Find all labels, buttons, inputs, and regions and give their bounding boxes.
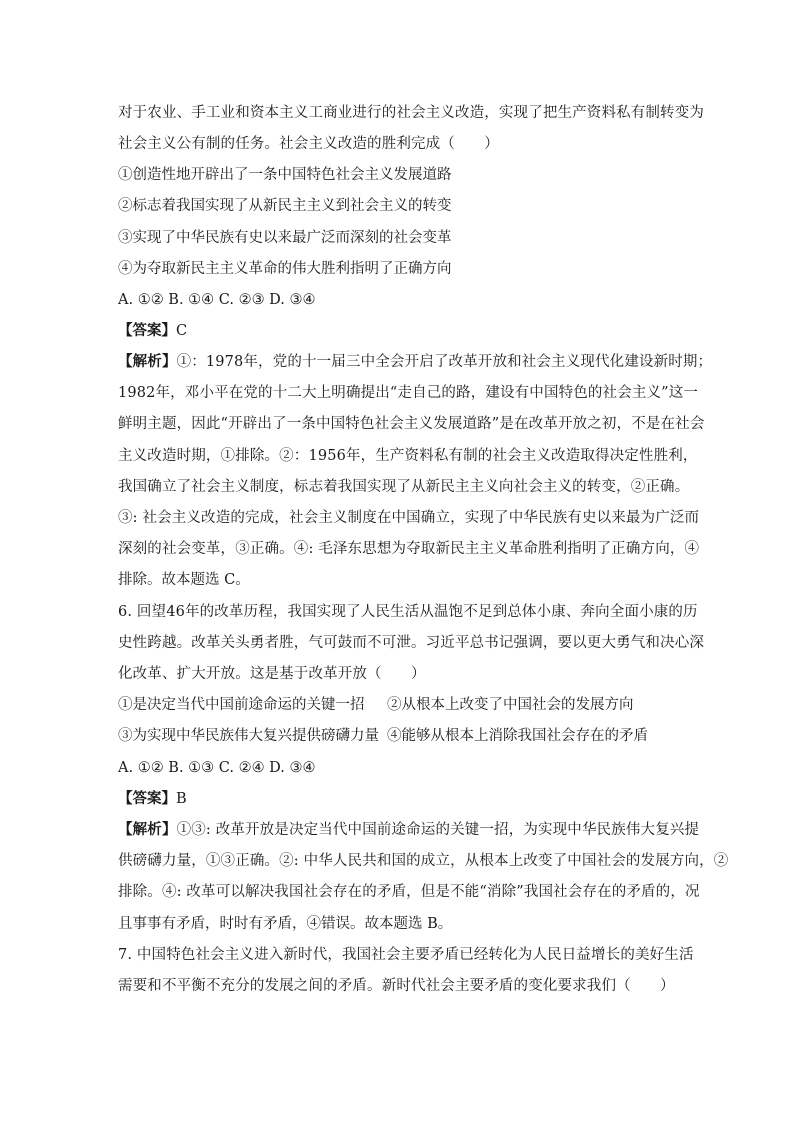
analysis-text: ①③: 改革开放是决定当代中国前途命运的关键一招，为实现中华民族伟大复兴提: [176, 822, 700, 838]
statement-option: ④能够从根本上消除我国社会存在的矛盾: [387, 728, 648, 744]
question-stem-line: 社会主义公有制的任务。社会主义改造的胜利完成（ ）: [118, 136, 499, 152]
question-stem-line: 7. 中国特色社会主义进入新时代，我国社会主要矛盾已经转化为人民日益增长的美好生活: [118, 947, 694, 963]
analysis-label: 【解析】: [118, 353, 177, 370]
answer-line: [118, 789, 187, 809]
answer-line: [118, 321, 187, 341]
question-stem-line: 6. 回望46年的改革历程，我国实现了人民生活从温饱不足到总体小康、奔向全面小康的历: [118, 604, 698, 620]
answer-value: B: [176, 791, 187, 807]
analysis-label: 【解析】: [118, 821, 177, 838]
answer-label: 【答案】: [118, 790, 176, 807]
statement-option: ②标志着我国实现了从新民主主义到社会主义的转变: [118, 198, 452, 214]
statement-row: [118, 695, 634, 715]
statement-option: ④为夺取新民主主义革命的伟大胜利指明了正确方向: [118, 261, 452, 277]
answer-value: C: [176, 323, 188, 339]
statement-option: ③实现了中华民族有史以来最广泛而深刻的社会变革: [118, 230, 452, 246]
analysis-line: 主义改造时期，①排除。②：1956年，生产资料私有制的社会主义改造取得决定性胜利，: [118, 448, 698, 464]
analysis-line: ③: 社会主义改造的完成，社会主义制度在中国确立，实现了中华民族有史以来最为广泛而: [118, 510, 700, 526]
analysis-line: [118, 820, 699, 840]
analysis-line: 且事事有矛盾，时时有矛盾，④错误。故本题选 B。: [118, 916, 453, 932]
statement-row: [118, 726, 648, 746]
analysis-line: 排除。④: 改革可以解决我国社会存在的矛盾，但是不能“消除”我国社会存在的矛盾的，况: [118, 884, 700, 900]
analysis-line: 1982年，邓小平在党的十二大上明确提出“走自己的路，建设有中国特色的社会主义”这一: [118, 385, 699, 401]
analysis-line: 供磅礴力量，①③正确。②: 中华人民共和国的成立，从根本上改变了中国社会的发展方向，②: [118, 853, 729, 869]
analysis-line: 深刻的社会变革，③正确。④: 毛泽东思想为夺取新民主主义革命胜利指明了正确方向，④: [118, 541, 700, 557]
analysis-line: 鲜明主题，因此“开辟出了一条中国特色社会主义发展道路”是在改革开放之初，不是在社会: [118, 416, 705, 432]
statement-option: ②从根本上改变了中国社会的发展方向: [387, 697, 634, 713]
analysis-line: 我国确立了社会主义制度，标志着我国实现了从新民主主义向社会主义的转变，②正确。: [118, 479, 690, 495]
question-stem-line: 需要和不平衡不充分的发展之间的矛盾。新时代社会主要矛盾的变化要求我们（ ）: [118, 978, 675, 994]
answer-choices: A. ①② B. ①④ C. ②③ D. ③④: [118, 292, 316, 308]
statement-option: ③为实现中华民族伟大复兴提供磅礴力量: [118, 728, 379, 744]
analysis-text: ①：1978年，党的十一届三中全会开启了改革开放和社会主义现代化建设新时期；: [176, 354, 713, 370]
answer-label: 【答案】: [118, 322, 176, 339]
question-stem-line: 化改革、扩大开放。这是基于改革开放（ ）: [118, 666, 426, 682]
analysis-line: 排除。故本题选 C。: [118, 572, 250, 588]
statement-option: ①是决定当代中国前途命运的关键一招: [118, 697, 365, 713]
question-stem-line: 对于农业、手工业和资本主义工商业进行的社会主义改造，实现了把生产资料私有制转变为: [118, 105, 704, 121]
analysis-line: [118, 352, 712, 372]
answer-choices: A. ①② B. ①③ C. ②④ D. ③④: [118, 760, 316, 776]
statement-option: ①创造性地开辟出了一条中国特色社会主义发展道路: [118, 167, 452, 183]
question-stem-line: 史性跨越。改革关头勇者胜，气可鼓而不可泄。习近平总书记强调，要以更大勇气和决心深: [118, 635, 704, 651]
